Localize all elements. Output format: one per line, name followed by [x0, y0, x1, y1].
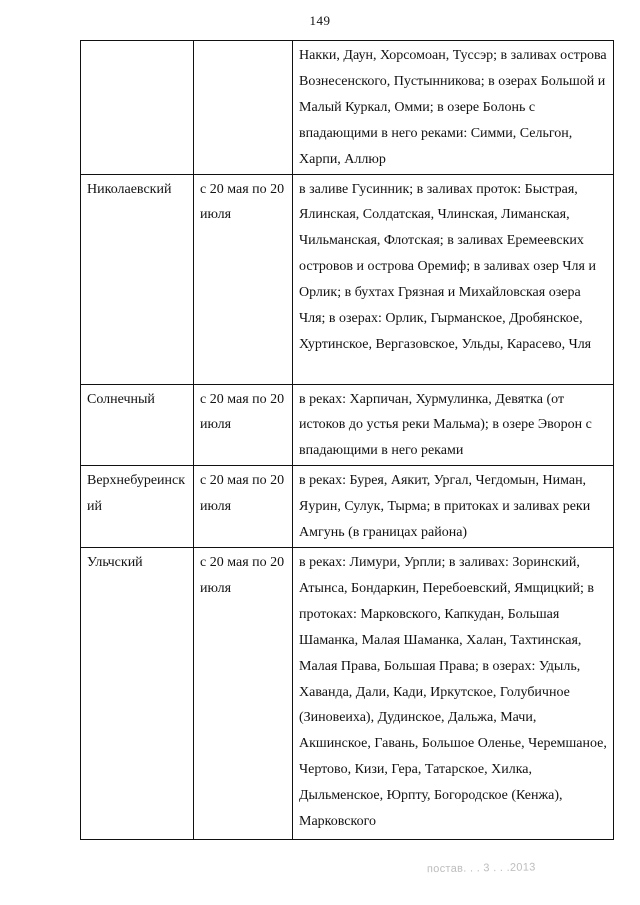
table-row	[81, 41, 614, 175]
page-number: 149	[309, 13, 331, 28]
waters-cell	[293, 547, 614, 839]
faint-stamp	[425, 857, 575, 881]
waters-text: Накки, Даун, Хорсомоан, Туссэр; в заливах острова Вознесенского, Пустынникова; в озерах Большой и Малый Куркал, Омми; в озере Болонь с впадающими в него реками: Симми, Сельгон, Харпи, Аллюр	[299, 48, 607, 167]
period-cell	[194, 547, 293, 839]
period-text: с 20 мая по 20 июля	[200, 391, 285, 433]
stamp-mark	[425, 857, 575, 878]
period-text	[200, 41, 288, 44]
district-cell	[81, 174, 194, 384]
waters-cell	[293, 41, 614, 175]
waters-text: в реках: Лимури, Урпли; в заливах: Зоринский, Атынса, Бондаркин, Перебоевский, Ямщицкий; в протоках: Марковского, Капкудан, Большая Шаманка, Малая Шаманка, Халан, Тахтинская, Малая Права, Большая Права; в озерах: Удыль, Хаванда, Дали, Кади, Иркутское, Голубичное (Зиновеиха), Дудинское, Дальжа, Мачи, Акшинское, Гавань, Большое Оленье, Черемшаное, Чертово, Кизи, Гера, Татарское, Хилка, Дыльменское, Юрпту, Богородское (Кенжа), Марковского	[299, 554, 607, 830]
district-cell	[81, 466, 194, 548]
district-text: Ульчский	[87, 554, 143, 570]
district-cell	[81, 384, 194, 466]
period-cell	[194, 41, 293, 175]
period-cell	[194, 466, 293, 548]
table-row	[81, 384, 614, 466]
district-cell	[81, 41, 194, 175]
waters-cell	[293, 174, 614, 384]
district-text	[87, 41, 189, 44]
waters-cell	[293, 466, 614, 548]
period-text: с 20 мая по 20 июля	[200, 554, 285, 596]
period-text: с 20 мая по 20 июля	[200, 181, 285, 223]
period-text: с 20 мая по 20 июля	[200, 473, 285, 515]
waters-text: в заливе Гусинник; в заливах проток: Быстрая, Ялинская, Солдатская, Члинская, Лиманская, Чильманская, Флотская; в заливах Еремеевских островов и острова Оремиф; в заливах озер Чля и Орлик; в бухтах Грязная и Михайловская озера Чля; в озерах: Орлик, Гырманское, Дробянское, Хуртинское, Вергазовское, Ульды, Карасево, Чля	[299, 181, 596, 352]
district-text: Солнечный	[87, 391, 155, 407]
regulation-table	[80, 40, 614, 840]
district-text: Верхнебуреинский	[87, 473, 186, 515]
table-row	[81, 174, 614, 384]
district-cell	[81, 547, 194, 839]
waters-text: в реках: Бурея, Аякит, Ургал, Чегдомын, Ниман, Яурин, Сулук, Тырма; в притоках и заливах реки Амгунь (в границах района)	[299, 473, 591, 541]
waters-text: в реках: Харпичан, Хурмулинка, Девятка (от истоков до устья реки Мальма); в озере Эворон с впадающими в него реками	[299, 391, 592, 459]
svg-text:постав. . . 3 . . .2013: постав. . . 3 . . .2013	[426, 861, 536, 876]
period-cell	[194, 384, 293, 466]
waters-cell	[293, 384, 614, 466]
table-row	[81, 547, 614, 839]
table-row	[81, 466, 614, 548]
district-text: Николаевский	[87, 181, 172, 197]
period-cell	[194, 174, 293, 384]
